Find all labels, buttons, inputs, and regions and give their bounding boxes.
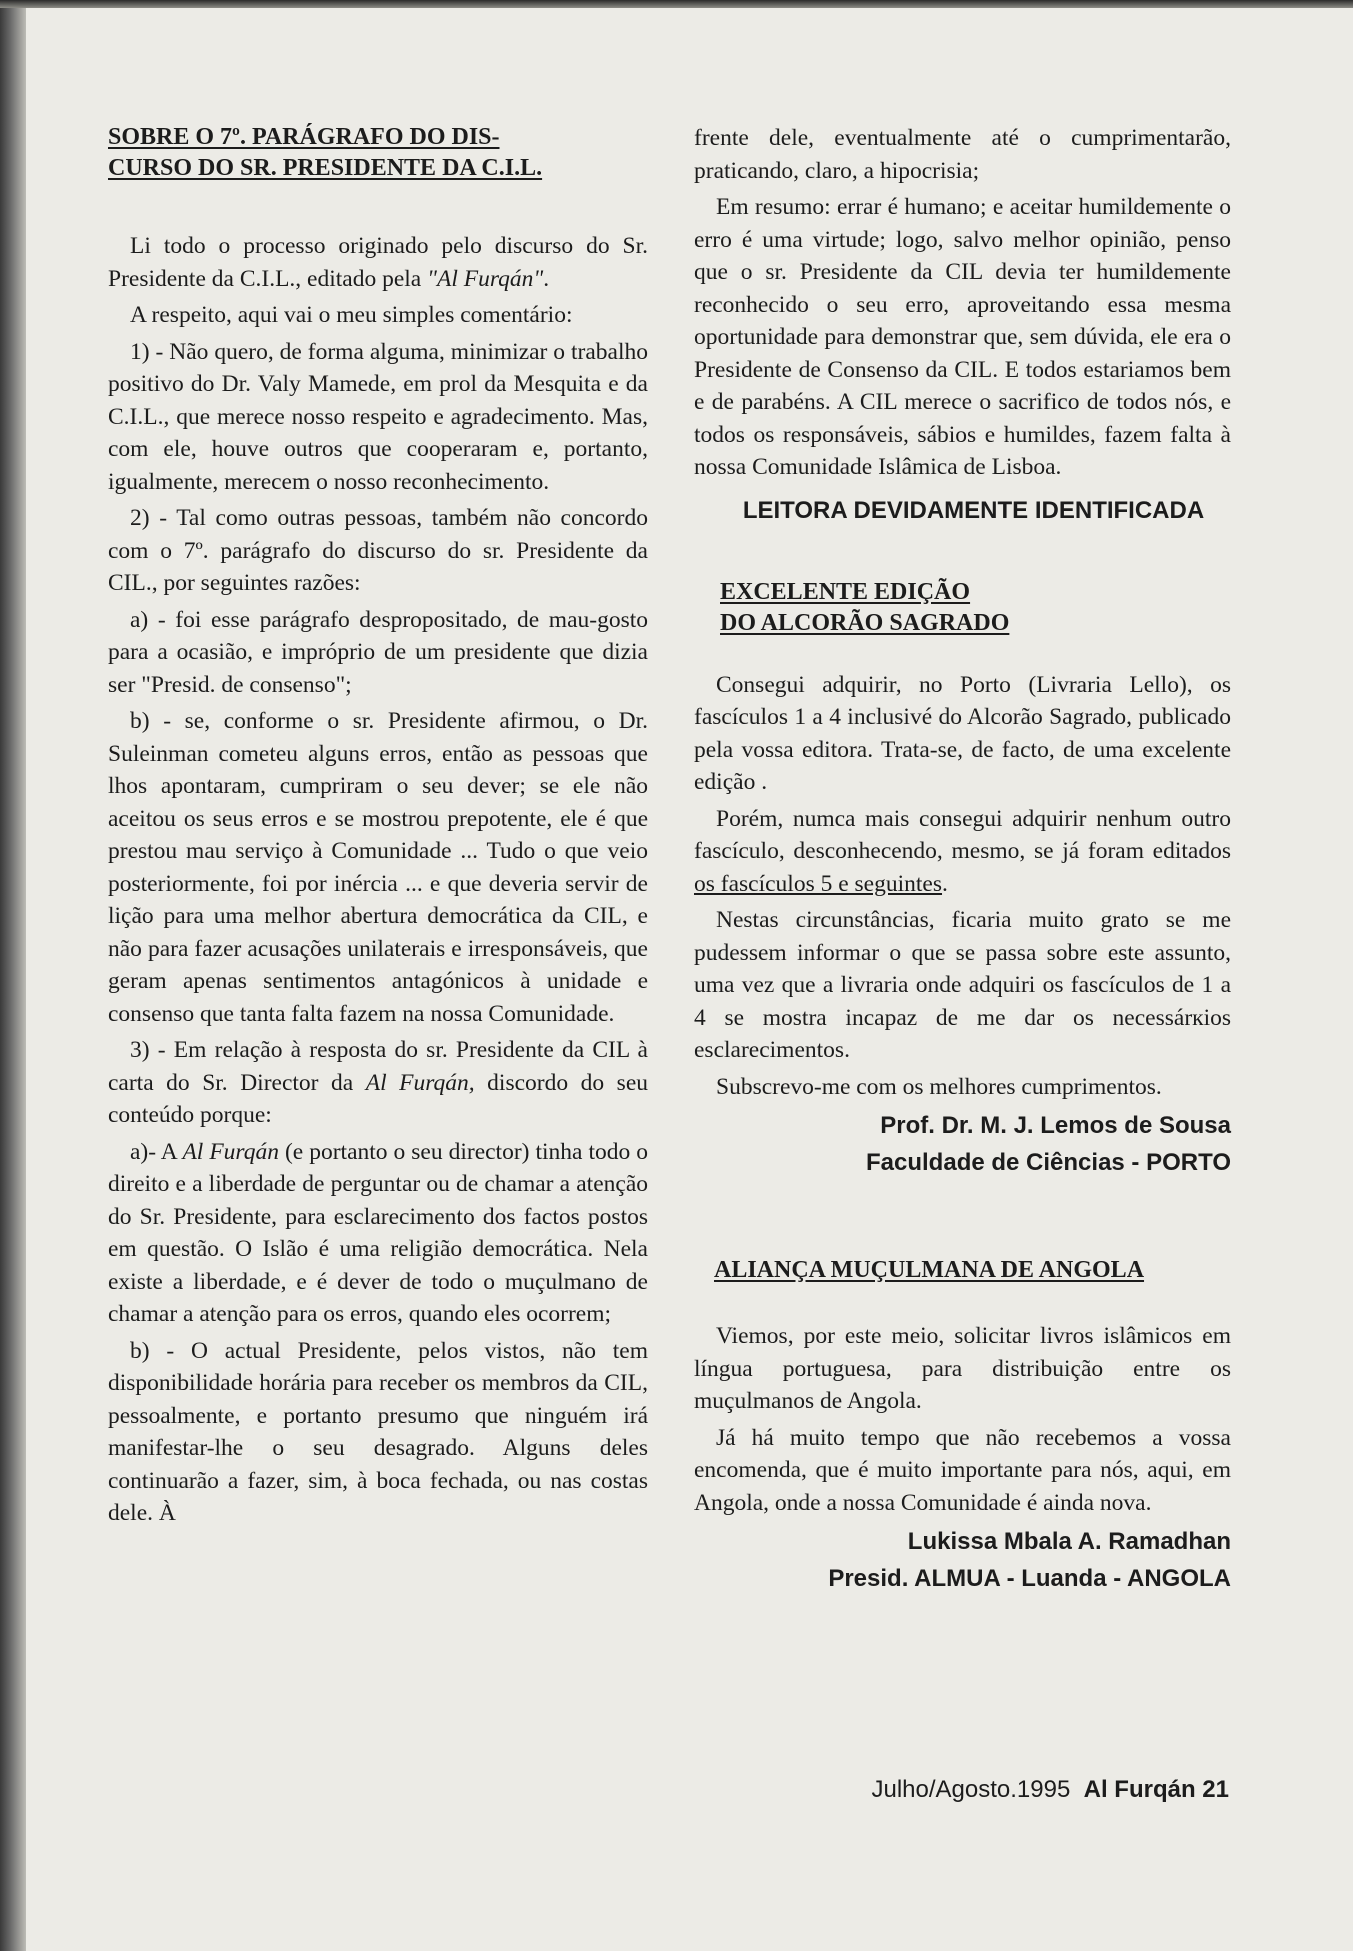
- paragraph-alcorao-2-text: Porém, numca mais consegui adquirir nenhum outro fascículo, desconhecendo, mesmo, se já foram editados: [694, 805, 1231, 864]
- article-title-alcorao-line2: DO ALCORÃO SAGRADO: [720, 609, 1010, 636]
- paragraph-alcorao-3: Nestas circunstâncias, ficaria muito grato se me pudessem informar o que se passa sobre este assunto, uma vez que a livraria onde adquiri os fascículos de 1 a 4 se mostra incapaz de me dar os necessárкios esclarecimentos.: [694, 907, 1231, 1063]
- page-binding-edge: [0, 0, 26, 1951]
- paragraph-point-3b: b) - O actual Presidente, pelos vistos, não tem disponibilidade horária para receber os membros da CIL, pessoalmente, e portanto presumo que ninguém irá manifestar-lhe o seu desagrado. Alguns deles continuarão a fazer, sim, à boca fechada, ou nas costas dele. À: [108, 1337, 648, 1526]
- page-footer: [694, 1776, 1229, 1804]
- paragraph-point-3-end: discordo do seu conteúdo porque:: [108, 1069, 648, 1128]
- paragraph-point-2b: b) - se, conforme o sr. Presidente afirmou, o Dr. Suleinman cometeu alguns erros, então as pessoas que lhos apontaram, cumpriram o seu dever; se ele não aceitou os seus erros e se mostrou prepotente, ele é que prestou mau serviço à Comunidade ... Tudo o que veio posteriormente, foi por inércia ... e que deveria servir de lição para uma melhor abertura democrática da CIL, e não para fazer acusações unilaterais e irresponsáveis, que geram apenas sentimentos antagónicos à unidade e consenso que tanta falta fazem na nossa Comunidade.: [108, 708, 648, 1027]
- paragraph-summary: Em resumo: errar é humano; e aceitar humildemente o erro é uma virtude; logo, salvo melhor opinião, penso que o sr. Presidente da CIL devia ter humildemente reconhecido o seu erro, aproveitando essa mesma oportunidade para demonstrar que, sem dúvida, ele era o Presidente de Consenso da CIL. E todos estariamos bem e de parabéns. A CIL merece o sacrifico de todos nós, e todos os responsáveis, sábios e humildes, fazem falta à nossa Comunidade Islâmica de Lisboa.: [694, 194, 1231, 480]
- paragraph-alcorao-2-end: .: [942, 870, 948, 897]
- article-title-alcorao: [720, 577, 1231, 639]
- left-column: [108, 122, 648, 1534]
- footer-date: Julho/Agosto.1995: [871, 1776, 1071, 1803]
- signature-angola-title: Presid. ALMUA - Luanda - ANGOLA: [828, 1565, 1231, 1592]
- footer-publication-page: Al Furqán 21: [1083, 1776, 1229, 1803]
- signature-angola-name: Lukissa Mbala A. Ramadhan: [907, 1528, 1231, 1555]
- paragraph-point-3: [108, 1034, 648, 1132]
- article-title-paragrafo: [108, 122, 648, 184]
- signature-reader: LEITORA DEVIDAMENTE IDENTIFICADA: [742, 496, 1205, 524]
- paragraph-point-3a-start: a)- A: [130, 1138, 183, 1165]
- paragraph-alcorao-4: Subscrevo-me com os melhores cumprimentos.: [716, 1073, 1162, 1100]
- paragraph-alcorao-1: Consegui adquirir, no Porto (Livraria Lello), os fascículos 1 a 4 inclusivé do Alcorão Sagrado, publicado pela vossa editora. Trata-se, de facto, de uma excelente edição .: [694, 671, 1231, 795]
- paragraph-continuation: frente dele, eventualmente até o cumprimentarão, praticando, claro, a hipocrisia;: [694, 125, 1231, 184]
- article-title-line2: CURSO DO SR. PRESIDENTE DA C.I.L.: [108, 155, 543, 181]
- paragraph-point-2a: a) - foi esse parágrafo despropositado, de mau-gosto para a ocasião, e impróprio de um presidente que dizia ser "Presid. de consenso";: [108, 606, 648, 698]
- paragraph-point-3-text: 3) - Em relação à resposta do sr. Presidente da CIL à carta do Sr. Director da: [108, 1037, 648, 1096]
- paragraph-intro-end: .: [543, 265, 550, 292]
- right-column: [694, 122, 1231, 1597]
- signature-lemos-name: Prof. Dr. M. J. Lemos de Sousa: [880, 1112, 1231, 1139]
- page-top-edge: [0, 0, 1353, 8]
- signature-lemos-affiliation: Faculdade de Ciências - PORTO: [866, 1149, 1231, 1176]
- paragraph-point-3a-text: (e portanto o seu director) tinha todo o direito e a liberdade de perguntar ou de chamar a atenção do Sr. Presidente, para esclarecimento dos factos postos em questão. O Islão é uma religião democrática. Nela existe a liberdade, e é dever de todo o muçulmano de chamar a atenção para os erros, quando eles ocorrem;: [108, 1138, 648, 1327]
- article-title-line1: SOBRE O 7º. PARÁGRAFO DO DIS-: [108, 124, 500, 150]
- article-title-alcorao-line1: EXCELENTE EDIÇÃO: [720, 578, 971, 605]
- underlined-fasciculos: os fascículos 5 e seguintes: [694, 870, 943, 897]
- publication-name-italic: "Al Furqán": [427, 265, 544, 292]
- paragraph-intro-text: Li todo o processo originado pelo discurso do Sr. Presidente da C.I.L., editado pela: [108, 233, 648, 292]
- paragraph-comment: A respeito, aqui vai o meu simples comentário:: [130, 302, 573, 328]
- publication-name-italic: Al Furqán: [182, 1138, 279, 1165]
- publication-name-italic: Al Furqán,: [365, 1069, 475, 1096]
- paragraph-point-3a: [108, 1136, 648, 1331]
- paragraph-intro: [108, 230, 648, 295]
- paragraph-alcorao-2: [694, 803, 1231, 901]
- paragraph-point-1: 1) - Não quero, de forma alguma, minimizar o trabalho positivo do Dr. Valy Mamede, em prol da Mesquita e da C.I.L., que merece nosso respeito e agradecimento. Mas, com ele, houve outros que cooperaram e, portanto, igualmente, merecem o nosso reconhecimento.: [108, 338, 648, 495]
- article-title-angola: ALIANÇA MUÇULMANA DE ANGOLA: [714, 1257, 1145, 1283]
- paragraph-angola-1: Viemos, por este meio, solicitar livros islâmicos em língua portuguesa, para distribuição entre os muçulmanos de Angola.: [694, 1323, 1231, 1414]
- paragraph-angola-2: Já há muito tempo que não recebemos a vossa encomenda, que é muito importante para nós, aqui, em Angola, onde a nossa Comunidade é ainda nova.: [694, 1424, 1231, 1516]
- paragraph-point-2: 2) - Tal como outras pessoas, também não concordo com o 7º. parágrafo do discurso do sr. Presidente da CIL., por seguintes razões:: [108, 505, 648, 596]
